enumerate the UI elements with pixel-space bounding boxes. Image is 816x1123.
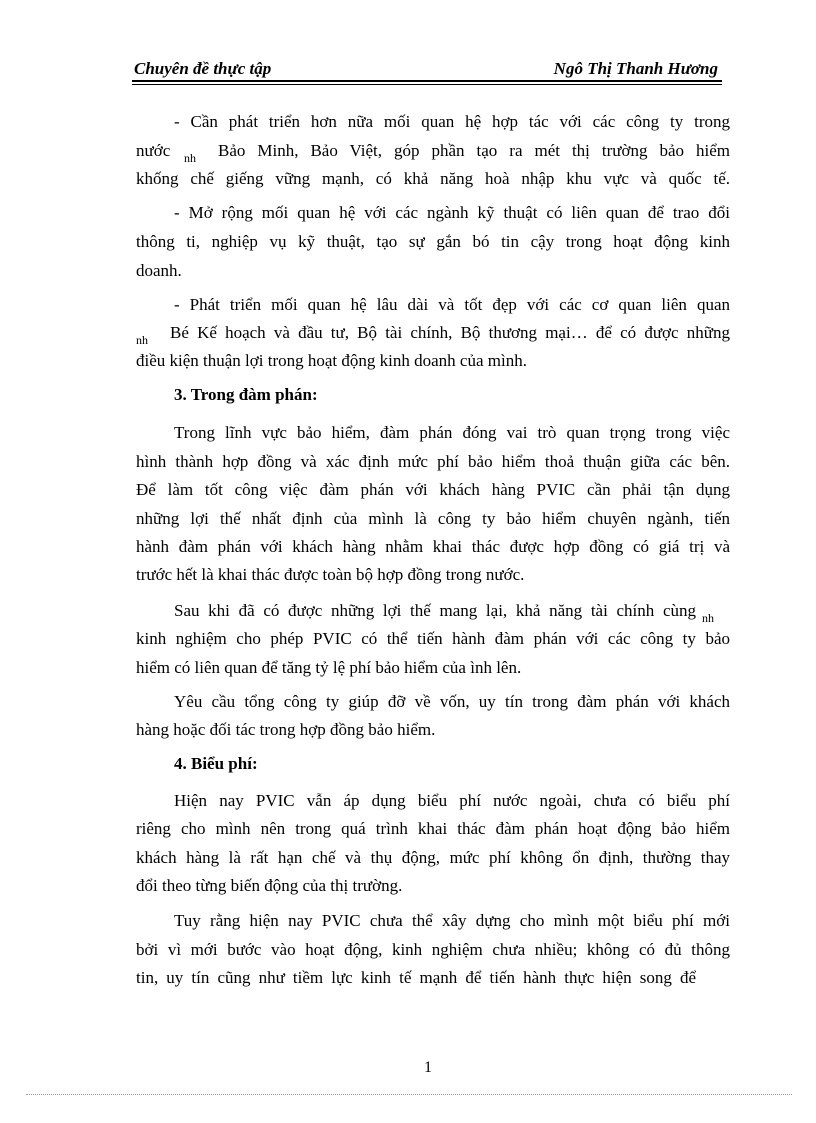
text-line: Tuy rằng hiện nay PVIC chưa thể xây dựng cho mình một biểu phí mới: [174, 911, 730, 930]
page-bottom-rule: [26, 1094, 792, 1095]
text-line: Bảo Minh, Bảo Việt, góp phần tạo ra mét thị trường bảo hiểm: [218, 141, 730, 160]
text-line: - Mở rộng mối quan hệ với các ngành kỹ thuật có liên quan để trao đổi: [174, 203, 730, 222]
text-line: những lợi thế nhất định của mình là công ty bảo hiểm chuyên ngành, tiến: [136, 509, 730, 528]
text-line: đổi theo từng biến động của thị trường.: [136, 876, 403, 895]
text-line: điều kiện thuận lợi trong hoạt động kinh doanh của mình.: [136, 351, 527, 370]
text-line: Yêu cầu tổng công ty giúp đỡ về vốn, uy tín trong đàm phán với khách: [174, 692, 730, 711]
running-header-title: Chuyên đề thực tập: [134, 59, 272, 78]
text-line: Hiện nay PVIC vẫn áp dụng biểu phí nước ngoài, chưa có biểu phí: [174, 791, 730, 810]
text-line: kinh nghiệm cho phép PVIC có thể tiến hành đàm phán với các công ty bảo: [136, 629, 730, 648]
text-line: doanh.: [136, 261, 182, 280]
section-heading: 4. Biểu phí:: [174, 754, 258, 773]
section-heading: 3. Trong đàm phán:: [174, 385, 318, 404]
text-line: Sau khi đã có được những lợi thế mang lại, khả năng tài chính cùng: [174, 601, 696, 620]
text-line: tin, uy tín cũng như tiềm lực kinh tế mạnh để tiến hành thực hiện song để: [136, 968, 696, 987]
header-rule-thin: [132, 84, 722, 85]
text-line: thông ti, nghiệp vụ kỹ thuật, tạo sự gắn bó tin cậy trong hoạt động kinh: [136, 232, 730, 251]
text-line: Bé Kế hoạch và đầu tư, Bộ tài chính, Bộ thương mại… để có được những: [170, 323, 730, 342]
text-line: bởi vì mới bước vào hoạt động, kinh nghiệm chưa nhiều; không có đủ thông: [136, 940, 730, 959]
running-header-author: Ngô Thị Thanh Hương: [553, 59, 718, 78]
text-line: Trong lĩnh vực bảo hiểm, đàm phán đóng vai trò quan trọng trong việc: [174, 423, 730, 442]
text-line: hiểm có liên quan để tăng tỷ lệ phí bảo hiểm của ình lên.: [136, 658, 522, 677]
stray-fragment: nh: [702, 611, 714, 625]
text-line: hàng hoặc đối tác trong hợp đồng bảo hiểm.: [136, 720, 436, 739]
text-line: Để làm tốt công việc đàm phán với khách hàng PVIC cần phải tận dụng: [136, 480, 730, 499]
page-number: 1: [424, 1059, 432, 1076]
text-line: trước hết là khai thác được toàn bộ hợp đồng trong nước.: [136, 565, 525, 584]
header-rule: [132, 80, 722, 82]
stray-fragment: nh: [136, 333, 148, 347]
text-line: nước: [136, 141, 171, 160]
text-line: khống chế giếng vững mạnh, có khả năng hoà nhập khu vực và quốc tế.: [136, 169, 730, 188]
text-line: riêng cho mình nên trong quá trình khai thác đàm phán hoạt động bảo hiểm: [136, 819, 730, 838]
text-line: - Cần phát triển hơn nữa mối quan hệ hợp tác với các công ty trong: [174, 112, 730, 131]
text-line: hình thành hợp đồng và xác định mức phí bảo hiểm thoả thuận giữa các bên.: [136, 452, 730, 471]
text-line: khách hàng là rất hạn chế và thụ động, mức phí không ổn định, thường thay: [136, 848, 730, 867]
text-line: - Phát triển mối quan hệ lâu dài và tốt đẹp với các cơ quan liên quan: [174, 295, 730, 314]
text-line: hành đàm phán với khách hàng nhằm khai thác được hợp đồng có giá trị và: [136, 537, 730, 556]
stray-fragment: nh: [184, 151, 196, 165]
